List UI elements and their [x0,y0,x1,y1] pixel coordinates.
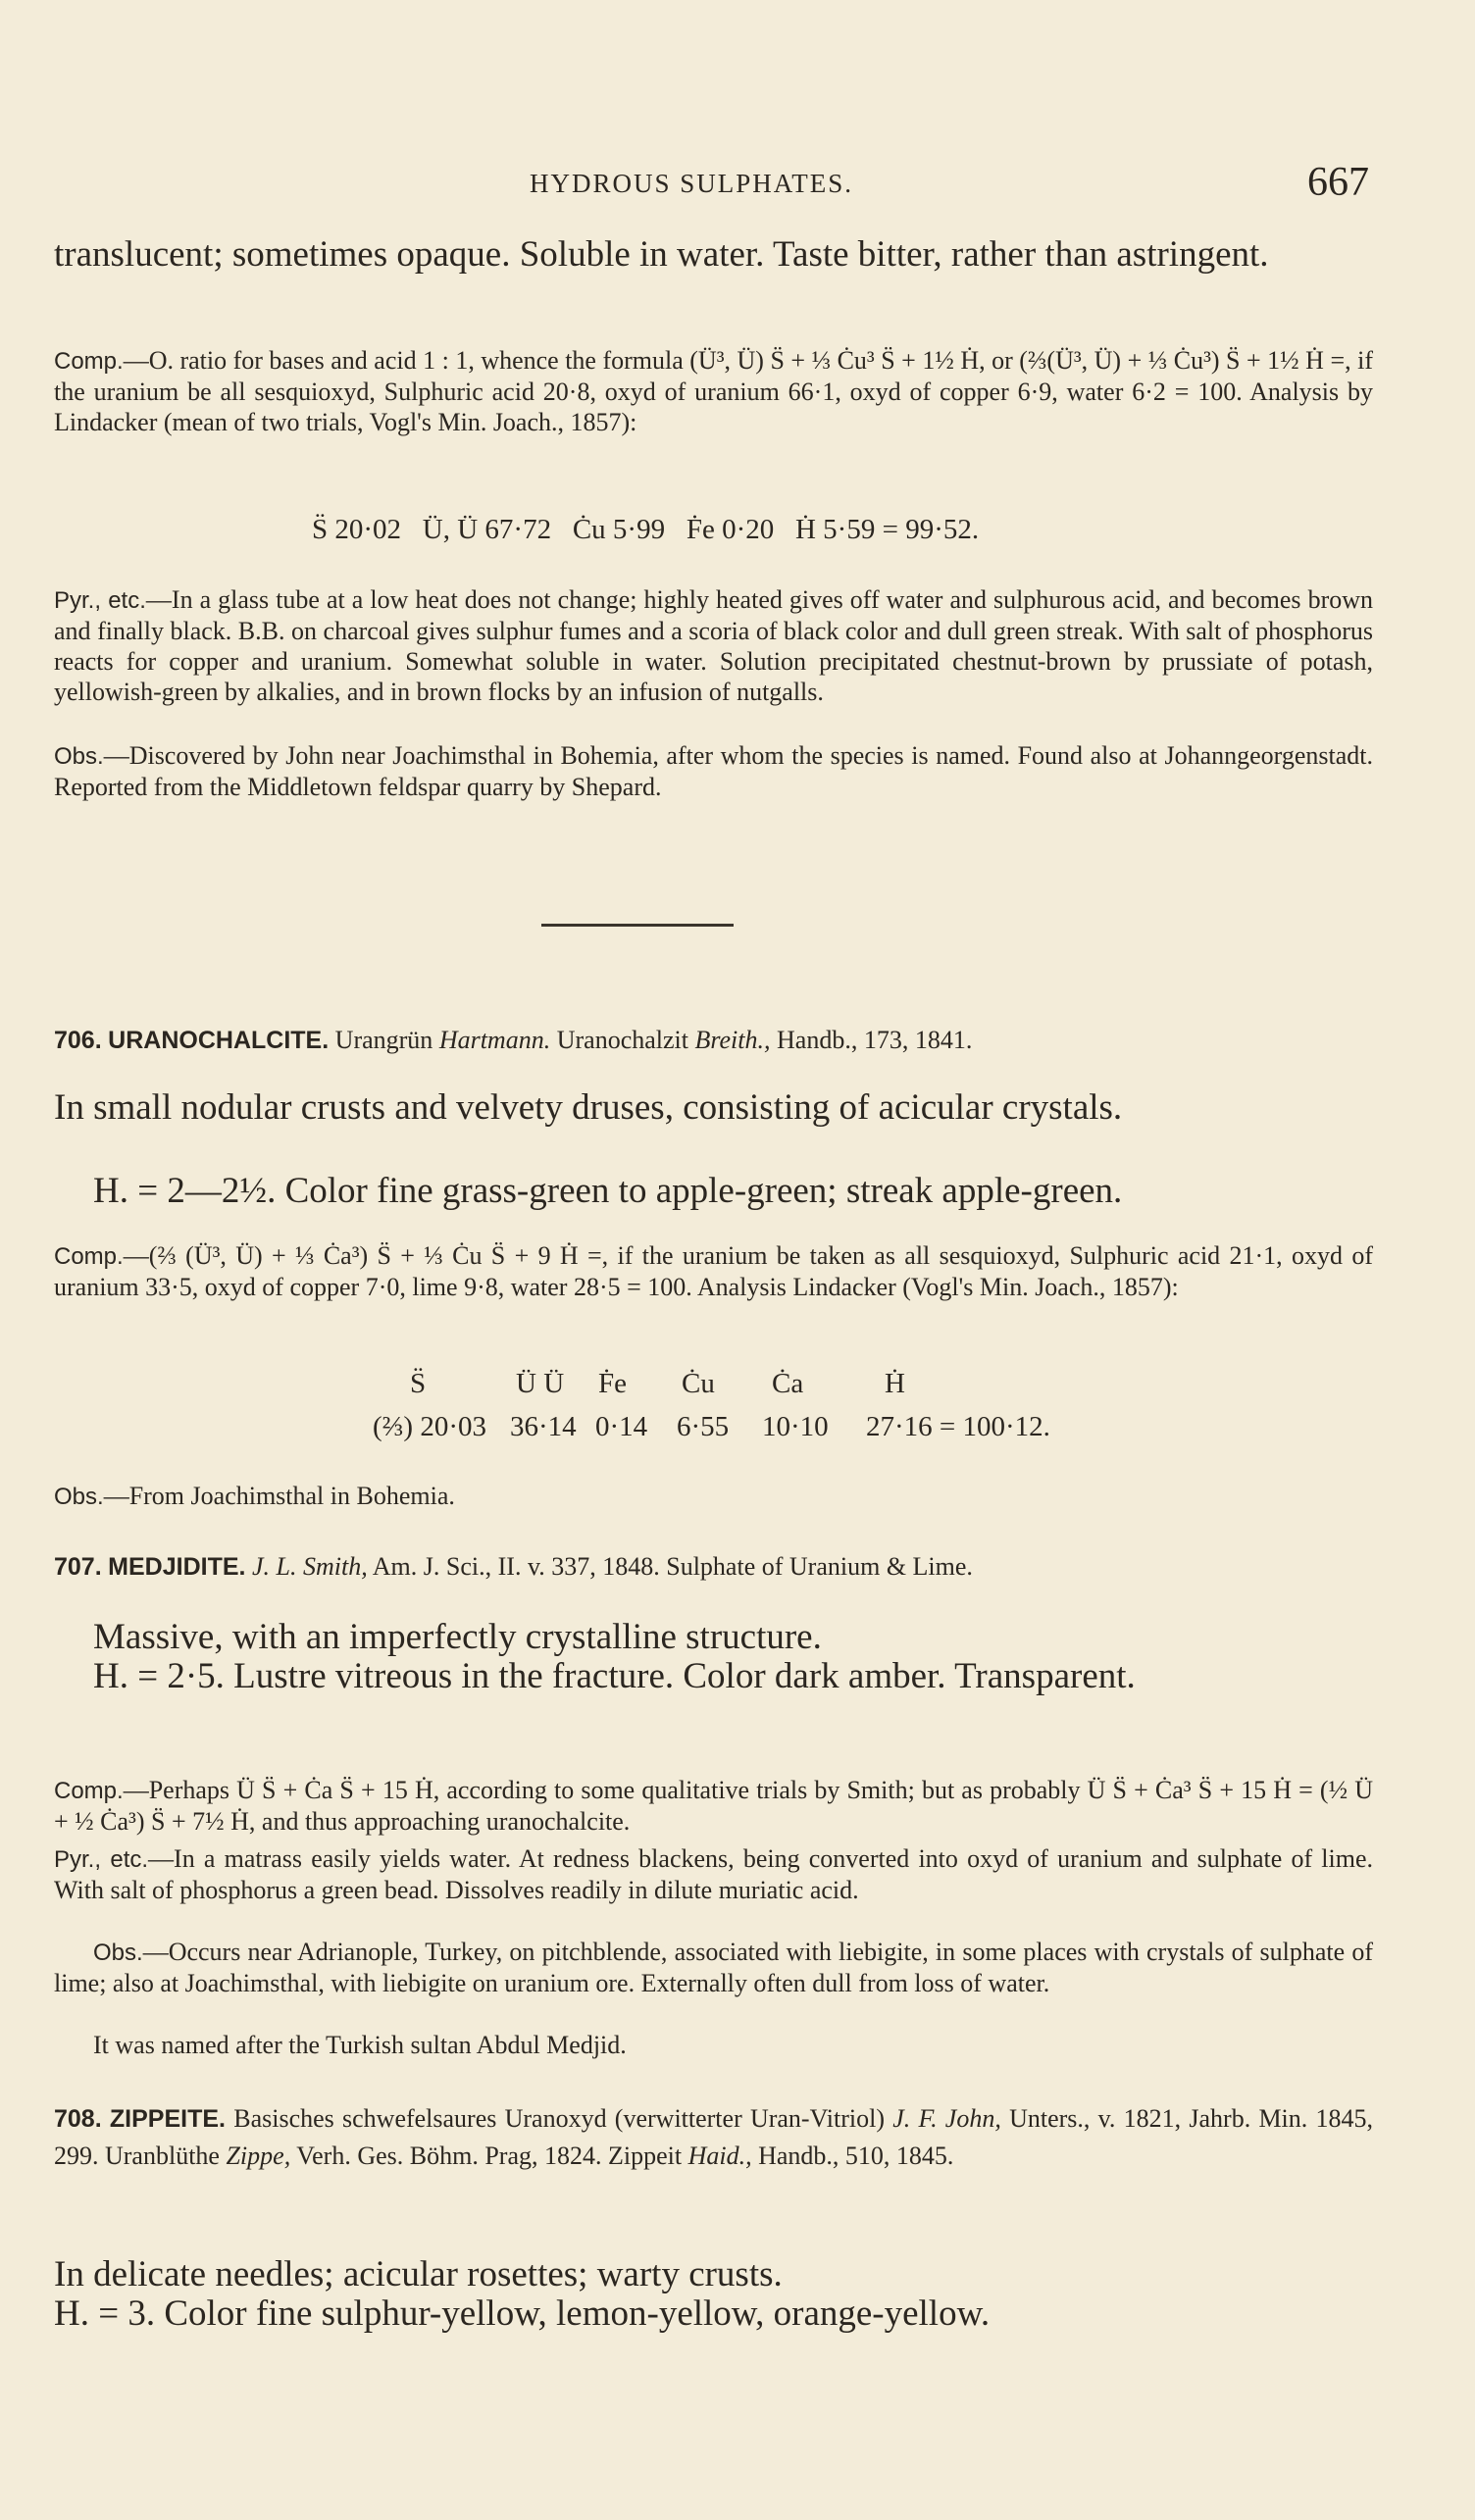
species-706-analysis-table [373,1368,1118,1452]
table-value-row [373,1411,1118,1452]
table-cell: 27·16 = 100·12. [866,1411,1050,1442]
comp-text: —(⅔ (Ü³, Ü) + ⅓ Ċa³) S̈ + ⅓ Ċu S̈ + 9 Ḣ =, if the uranium be taken as all sesquioxyd, Sulphuric acid 21·1, oxyd of uranium 33·5, oxyd of copper 7·0, lime 9·8, water 28·5 = 100. Analysis Lindacker (Vogl's Min. Joach., 1857): [54,1241,1373,1301]
table-cell: 6·55 [677,1411,730,1442]
table-cell: 10·10 [762,1411,829,1442]
species-number: 708. [54,2105,102,2133]
species-707-obs [54,1937,1373,1998]
species-707-pyr [54,1843,1373,1905]
author: Hartmann. [438,1026,551,1054]
species-706-heading [54,1025,1373,1056]
species-707-heading [54,1551,1373,1583]
intro-analysis: S̈ 20·02 Ü, Ü 67·72 Ċu 5·99 Ḟe 0·20 Ḣ 5·59 = 99·52. [312,514,980,545]
synonym: Urangrün [334,1026,433,1054]
intro-pyr [54,584,1373,707]
header-title: HYDROUS SULPHATES. [530,169,854,198]
section-divider [541,924,734,927]
running-header [0,160,1475,206]
author: J. F. John, [892,2104,1001,2133]
table-cell: Ḣ [885,1368,905,1399]
pyr-label: Pyr., etc. [54,1846,149,1873]
table-header-row [373,1368,1118,1409]
species-706-comp [54,1240,1373,1302]
intro-comp [54,345,1373,437]
obs-text: —Occurs near Adrianople, Turkey, on pitchblende, associated with liebigite, in some places with crystals of sulphate of lime; also at Joachimsthal, with liebigite on uranium ore. Externally often dull from loss of water. [54,1938,1373,1997]
pyr-text: —In a glass tube at a low heat does not change; highly heated gives off water and sulphurous acid, and becomes brown and finally black. B.B. on charcoal gives sulphur fumes and a scoria of black color and dull green streak. With salt of phosphorus reacts for copper and uranium. Somewhat soluble in water. Solution precipitated chestnut-brown by prussiate of potash, yellowish-green by alkalies, and in brown flocks by an infusion of nutgalls. [54,585,1373,706]
species-707-comp [54,1775,1373,1837]
species-name: ZIPPEITE. [109,2105,226,2133]
table-cell: Ü Ü [516,1368,565,1399]
table-cell: (⅔) 20·03 [373,1411,486,1442]
species-name: URANOCHALCITE. [108,1027,330,1054]
table-cell: Ḟe [598,1368,627,1399]
species-706-description: In small nodular crusts and velvety druses, consisting of acicular crystals. [54,1087,1123,1128]
comp-text: —Perhaps Ü S̈ + Ċa S̈ + 15 Ḣ, according to some qualitative trials by Smith; but as probably Ü S̈ + Ċa³ S̈ + 15 Ḣ = (½ Ü + ½ Ċa³) S̈ + 7½ Ḣ, and thus approaching uranochalcite. [54,1776,1373,1836]
table-cell: 36·14 [510,1411,577,1442]
comp-label: Comp. [54,1778,124,1804]
synonym: Uranochalzit [556,1026,688,1054]
intro-description: translucent; sometimes opaque. Soluble in water. Taste bitter, rather than astringent. [54,234,1269,275]
species-707-description: Massive, with an imperfectly crystalline structure. [93,1617,822,1657]
table-cell: Ċa [772,1368,804,1399]
author: Breith., [694,1026,771,1054]
pyr-text: —In a matrass easily yields water. At redness blackens, being converted into oxyd of uranium and sulphate of lime. With salt of phosphorus a green bead. Dissolves readily in dilute muriatic acid. [54,1844,1373,1904]
species-707-named: It was named after the Turkish sultan Abdul Medjid. [93,2031,627,2059]
species-708-description: In delicate needles; acicular rosettes; warty crusts. [54,2254,783,2294]
comp-label: Comp. [54,348,124,375]
obs-text: —Discovered by John near Joachimsthal in Bohemia, after whom the species is named. Found also at Johanngeorgenstadt. Reported from the Middletown feldspar quarry by Shepard. [54,741,1373,801]
species-name: MEDJIDITE. [108,1553,246,1581]
page-number: 667 [1307,160,1369,205]
species-706-obs [54,1481,1373,1512]
comp-label: Comp. [54,1243,124,1270]
author: Haid., [687,2142,752,2170]
comp-text: —O. ratio for bases and acid 1 : 1, whence the formula (Ü³, Ü) S̈ + ⅓ Ċu³ S̈ + 1½ Ḣ, or (⅔(Ü³, Ü) + ⅓ Ċu³) S̈ + 1½ Ḣ =, if the uranium be all sesquioxyd, Sulphuric acid 20·8, oxyd of uranium 66·1, oxyd of copper 6·9, water 6·2 = 100. Analysis by Lindacker (mean of two trials, Vogl's Min. Joach., 1857): [54,346,1373,436]
synonym: Basisches schwefelsaures Uranoxyd (verwitterter Uran-Vitriol) [233,2104,886,2133]
reference: Handb., 173, 1841. [777,1026,973,1054]
species-707-hardness: H. = 2·5. Lustre vitreous in the fracture. Color dark amber. Transparent. [93,1656,1136,1696]
species-number: 706. [54,1027,102,1054]
reference: Am. J. Sci., II. v. 337, 1848. Sulphate of Uranium & Lime. [372,1552,973,1581]
table-cell: Ċu [682,1368,715,1399]
species-708-heading [54,2100,1373,2175]
author: Zippe, [226,2142,291,2170]
author: J. L. Smith, [251,1552,368,1581]
reference: Unters., v. 1821, Jahrb. Min. 1845, 299. Uranblüthe [54,2104,1374,2170]
pyr-label: Pyr., etc. [54,587,146,614]
obs-label: Obs. [93,1940,143,1966]
table-cell: S̈ [410,1368,427,1399]
intro-obs [54,740,1373,802]
table-cell: 0·14 [595,1411,648,1442]
obs-label: Obs. [54,1484,104,1510]
species-706-hardness: H. = 2—2½. Color fine grass-green to apple-green; streak apple-green. [93,1171,1123,1211]
reference: Verh. Ges. Böhm. Prag, 1824. Zippeit [296,2142,683,2170]
obs-text: —From Joachimsthal in Bohemia. [103,1482,455,1510]
species-708-hardness: H. = 3. Color fine sulphur-yellow, lemon-yellow, orange-yellow. [54,2293,991,2334]
obs-label: Obs. [54,743,104,770]
reference: Handb., 510, 1845. [758,2142,954,2170]
species-number: 707. [54,1553,102,1581]
